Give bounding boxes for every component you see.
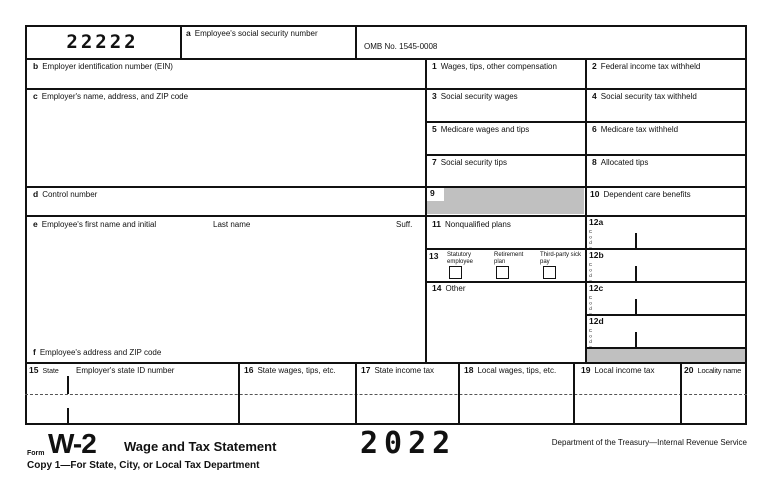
grid-line bbox=[585, 347, 747, 349]
form-control-code: 22222 bbox=[66, 31, 139, 53]
footer-tax-year: 2022 bbox=[360, 426, 457, 461]
grid-line bbox=[355, 362, 357, 425]
form-border-top bbox=[25, 25, 747, 27]
box12b-code-tick bbox=[635, 266, 637, 281]
third-party-sick-pay-label: Third-party sick pay bbox=[540, 252, 582, 265]
form-border-right bbox=[745, 25, 747, 425]
box12d-label: 12d bbox=[589, 316, 604, 326]
box16-label: 16 State wages, tips, etc. bbox=[244, 365, 336, 375]
footer-form-word: Form bbox=[27, 450, 45, 457]
box12d-code-tick bbox=[635, 332, 637, 347]
grid-line bbox=[238, 362, 240, 425]
box12c-code-label: Code bbox=[588, 295, 593, 317]
grid-line bbox=[585, 58, 587, 362]
grid-line bbox=[25, 58, 747, 60]
grid-line bbox=[180, 25, 182, 58]
footer-copy-line: Copy 1—For State, City, or Local Tax Department bbox=[27, 460, 260, 471]
omb-number: OMB No. 1545-0008 bbox=[364, 42, 438, 51]
grid-line bbox=[25, 215, 747, 217]
retirement-plan-checkbox[interactable] bbox=[496, 266, 509, 279]
grid-line bbox=[458, 362, 460, 425]
box-e-label: e Employee's first name and initial bbox=[33, 219, 157, 229]
box-f-label: f Employee's address and ZIP code bbox=[33, 347, 162, 357]
box9-label: 9 bbox=[430, 188, 435, 198]
box12-bottom-shaded-strip bbox=[586, 348, 745, 362]
box18-label: 18 Local wages, tips, etc. bbox=[464, 365, 557, 375]
footer-department: Department of the Treasury—Internal Revenue Service bbox=[551, 438, 747, 447]
box-d-label: d Control number bbox=[33, 189, 98, 199]
form-border-left bbox=[25, 25, 27, 425]
footer-form-title: Wage and Tax Statement bbox=[124, 439, 277, 454]
box-a-label: a Employee's social security number bbox=[186, 28, 318, 38]
box5-label: 5 Medicare wages and tips bbox=[432, 124, 530, 134]
box14-label: 14 Other bbox=[432, 283, 466, 293]
box8-label: 8 Allocated tips bbox=[592, 157, 649, 167]
box11-label: 11 Nonqualified plans bbox=[432, 219, 511, 229]
box4-label: 4 Social security tax withheld bbox=[592, 91, 697, 101]
box15-state-tick bbox=[67, 376, 69, 394]
box-b-label: b Employer identification number (EIN) bbox=[33, 61, 173, 71]
box19-label: 19 Local income tax bbox=[581, 365, 655, 375]
box13-label: 13 bbox=[429, 251, 439, 261]
box15-employer-state-id-label: Employer's state ID number bbox=[76, 366, 175, 375]
box-c-label: c Employer's name, address, and ZIP code bbox=[33, 91, 189, 101]
box12c-label: 12c bbox=[589, 283, 604, 293]
box7-label: 7 Social security tips bbox=[432, 157, 507, 167]
box9-shaded-area bbox=[426, 187, 584, 214]
statutory-employee-checkbox[interactable] bbox=[449, 266, 462, 279]
box10-label: 10 Dependent care benefits bbox=[590, 189, 691, 199]
box12a-code-tick bbox=[635, 233, 637, 248]
retirement-plan-label: Retirement plan bbox=[494, 252, 524, 265]
box12d-code-label: Code bbox=[588, 328, 593, 350]
grid-line bbox=[680, 362, 682, 425]
grid-line bbox=[573, 362, 575, 425]
form-border-bottom bbox=[25, 423, 747, 425]
box20-label: 20 Locality name bbox=[684, 365, 742, 375]
box3-label: 3 Social security wages bbox=[432, 91, 518, 101]
box15-state-tick bbox=[67, 408, 69, 425]
box17-label: 17 State income tax bbox=[361, 365, 435, 375]
box2-label: 2 Federal income tax withheld bbox=[592, 61, 701, 71]
box12b-code-label: Code bbox=[588, 262, 593, 284]
box1-label: 1 Wages, tips, other compensation bbox=[432, 61, 557, 71]
statutory-employee-label: Statutory employee bbox=[447, 252, 474, 265]
box12a-code-label: Code bbox=[588, 229, 593, 251]
box12c-code-tick bbox=[635, 299, 637, 314]
grid-line bbox=[355, 25, 357, 58]
grid-line bbox=[25, 362, 747, 364]
state-row-dashed-divider bbox=[25, 394, 747, 395]
grid-line bbox=[25, 88, 747, 90]
box-e-suffix-label: Suff. bbox=[396, 220, 413, 229]
third-party-sick-pay-checkbox[interactable] bbox=[543, 266, 556, 279]
grid-line bbox=[425, 58, 427, 362]
grid-line bbox=[25, 186, 747, 188]
footer-form-number: W-2 bbox=[48, 428, 96, 459]
box12a-label: 12a bbox=[589, 217, 604, 227]
grid-line bbox=[585, 314, 747, 316]
box15-label: 15 State bbox=[29, 365, 59, 375]
box-e-lastname-label: Last name bbox=[213, 220, 251, 229]
box6-label: 6 Medicare tax withheld bbox=[592, 124, 679, 134]
box12b-label: 12b bbox=[589, 250, 604, 260]
